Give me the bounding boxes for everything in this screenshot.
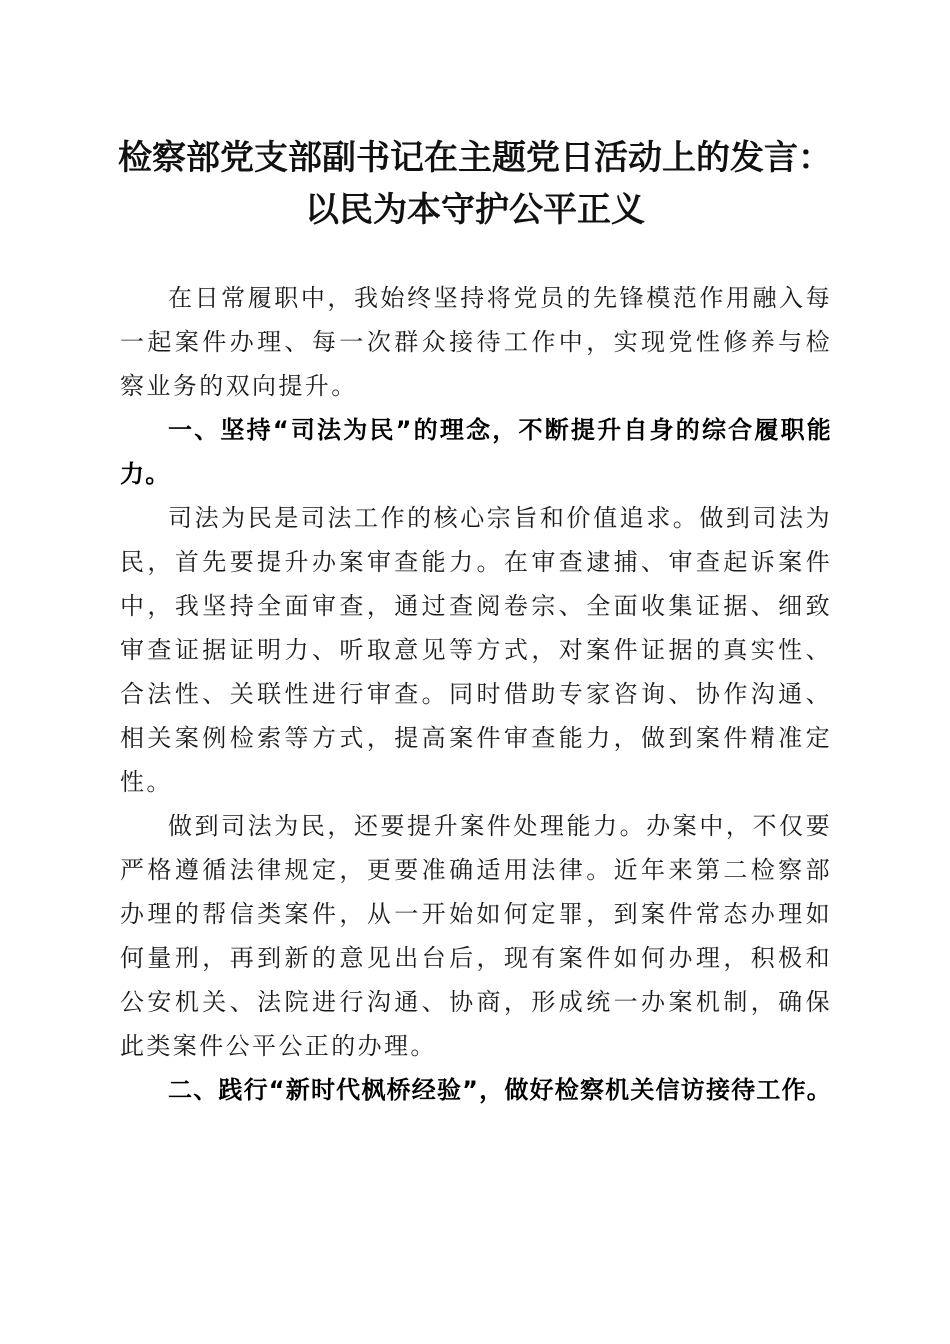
intro-paragraph: 在日常履职中，我始终坚持将党员的先锋模范作用融入每一起案件办理、每一次群众接待工作中，实现党性修养与检察业务的双向提升。 [120, 284, 832, 400]
section-heading-2: 二、践行“新时代枫桥经验”，做好检察机关信访接待工作。 [168, 1076, 832, 1104]
body-paragraph-1: 司法为民是司法工作的核心宗旨和价值追求。做到司法为民，首先要提升办案审查能力。在审查逮捕、审查起诉案件中，我坚持全面审查，通过查阅卷宗、全面收集证据、细致审查证据证明力、听取意见等方式，对案件证据的真实性、合法性、关联性进行审查。同时借助专家咨询、协作沟通、相关案例检索等方式，提高案件审查能力，做到案件精准定性。 [120, 504, 832, 796]
document-body [120, 276, 832, 1112]
section-heading-1: 一、坚持“司法为民”的理念，不断提升自身的综合履职能力。 [120, 416, 832, 488]
document-title [80, 132, 870, 236]
body-paragraph-2: 做到司法为民，还要提升案件处理能力。办案中，不仅要严格遵循法律规定，更要准确适用法律。近年来第二检察部办理的帮信类案件，从一开始如何定罪，到案件常态办理如何量刑，再到新的意见出台后，现有案件如何办理，积极和公安机关、法院进行沟通、协商，形成统一办案机制，确保此类案件公平公正的办理。 [120, 812, 832, 1060]
title-line-2: 以民为本守护公平正义 [305, 190, 645, 230]
title-line-1: 检察部党支部副书记在主题党日活动上的发言： [118, 138, 832, 178]
